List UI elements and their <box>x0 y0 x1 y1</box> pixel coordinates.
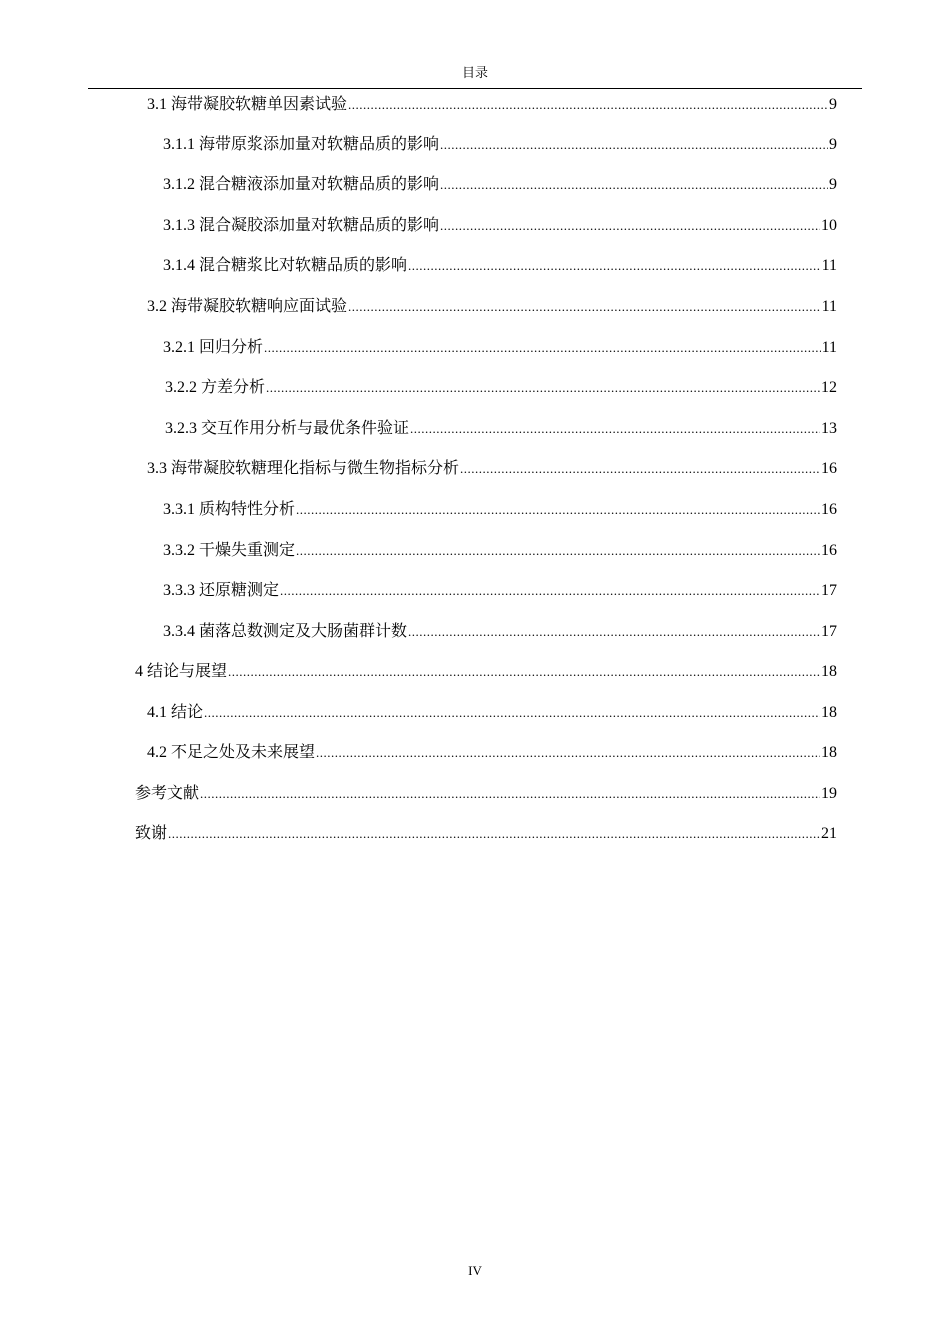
toc-dot-leader <box>408 254 821 278</box>
toc-entry-page: 12 <box>821 379 837 396</box>
toc-dot-leader <box>316 741 820 765</box>
toc-entry-page: 18 <box>821 744 837 761</box>
toc-entry-title: 3.2.2 方差分析 <box>165 379 266 396</box>
toc-entry-title: 3.3.4 菌落总数测定及大肠菌群计数 <box>163 623 408 640</box>
toc-entry[interactable] <box>147 295 837 319</box>
toc-dot-leader <box>348 93 828 117</box>
toc-dot-leader <box>440 133 828 157</box>
toc-dot-leader <box>296 539 820 563</box>
toc-entry[interactable] <box>163 133 837 157</box>
toc-entry-title: 4.2 不足之处及未来展望 <box>147 744 316 761</box>
toc-entry-page: 21 <box>821 825 837 842</box>
toc-entry-page: 17 <box>821 582 837 599</box>
toc-entry-page: 9 <box>829 176 837 193</box>
toc-dot-leader <box>228 660 820 684</box>
toc-entry-page: 9 <box>829 96 837 113</box>
toc-dot-leader <box>440 214 820 238</box>
toc-dot-leader <box>204 701 820 725</box>
toc-entry[interactable] <box>163 498 837 522</box>
toc-entry[interactable] <box>147 701 837 725</box>
toc-dot-leader <box>408 620 820 644</box>
toc-entry-title: 3.1.1 海带原浆添加量对软糖品质的影响 <box>163 136 440 153</box>
toc-entry[interactable] <box>147 457 837 481</box>
toc-entry-title: 参考文献 <box>135 785 200 802</box>
toc-entry-title: 3.2.1 回归分析 <box>163 339 264 356</box>
toc-dot-leader <box>264 336 821 360</box>
toc-entry-title: 3.2.3 交互作用分析与最优条件验证 <box>165 420 410 437</box>
toc-entry[interactable] <box>135 660 837 684</box>
toc-entry[interactable] <box>165 376 837 400</box>
toc-dot-leader <box>348 295 821 319</box>
toc-entry-page: 17 <box>821 623 837 640</box>
toc-entry-page: 11 <box>821 298 837 315</box>
page-number: IV <box>468 1263 482 1278</box>
toc-dot-leader <box>440 173 828 197</box>
toc-entry[interactable] <box>147 93 837 117</box>
toc-entry-title: 4.1 结论 <box>147 704 204 721</box>
toc-entry-page: 16 <box>821 460 837 477</box>
toc-entry-title: 3.1.3 混合凝胶添加量对软糖品质的影响 <box>163 217 440 234</box>
toc-entry-page: 19 <box>821 785 837 802</box>
toc-entry-title: 4 结论与展望 <box>135 663 228 680</box>
toc-entry[interactable] <box>163 620 837 644</box>
toc-entry-title: 3.3.2 干燥失重测定 <box>163 542 296 559</box>
toc-entry-title: 3.1 海带凝胶软糖单因素试验 <box>147 96 348 113</box>
toc-entry-title: 致谢 <box>135 825 168 842</box>
toc-entry[interactable] <box>135 822 837 846</box>
toc-entry-title: 3.3.3 还原糖测定 <box>163 582 280 599</box>
toc-dot-leader <box>266 376 820 400</box>
toc-entry[interactable] <box>135 782 837 806</box>
toc-entry-page: 11 <box>821 257 837 274</box>
toc-entry[interactable] <box>147 741 837 765</box>
toc-entry[interactable] <box>163 173 837 197</box>
toc-entry-page: 18 <box>821 663 837 680</box>
toc-dot-leader <box>410 417 820 441</box>
toc-dot-leader <box>168 822 820 846</box>
toc-entry-page: 9 <box>829 136 837 153</box>
toc-entry-page: 18 <box>821 704 837 721</box>
toc-entry-page: 13 <box>821 420 837 437</box>
toc-entry[interactable] <box>163 214 837 238</box>
toc-entry[interactable] <box>163 539 837 563</box>
toc-dot-leader <box>460 457 820 481</box>
toc-entry[interactable] <box>163 336 837 360</box>
toc-entry-page: 16 <box>821 501 837 518</box>
toc-entry-page: 10 <box>821 217 837 234</box>
toc-entry-title: 3.2 海带凝胶软糖响应面试验 <box>147 298 348 315</box>
page-header-title: 目录 <box>461 65 488 80</box>
toc-entry[interactable] <box>163 579 837 603</box>
toc-entry[interactable] <box>163 254 837 278</box>
toc-dot-leader <box>200 782 820 806</box>
toc-entry-title: 3.1.2 混合糖液添加量对软糖品质的影响 <box>163 176 440 193</box>
toc-entry-title: 3.3 海带凝胶软糖理化指标与微生物指标分析 <box>147 460 460 477</box>
toc-entry-title: 3.3.1 质构特性分析 <box>163 501 296 518</box>
toc-entry-page: 16 <box>821 542 837 559</box>
toc-dot-leader <box>280 579 820 603</box>
toc-entry-page: 11 <box>821 339 837 356</box>
toc-entry[interactable] <box>165 417 837 441</box>
toc-dot-leader <box>296 498 820 522</box>
toc-entry-title: 3.1.4 混合糖浆比对软糖品质的影响 <box>163 257 408 274</box>
